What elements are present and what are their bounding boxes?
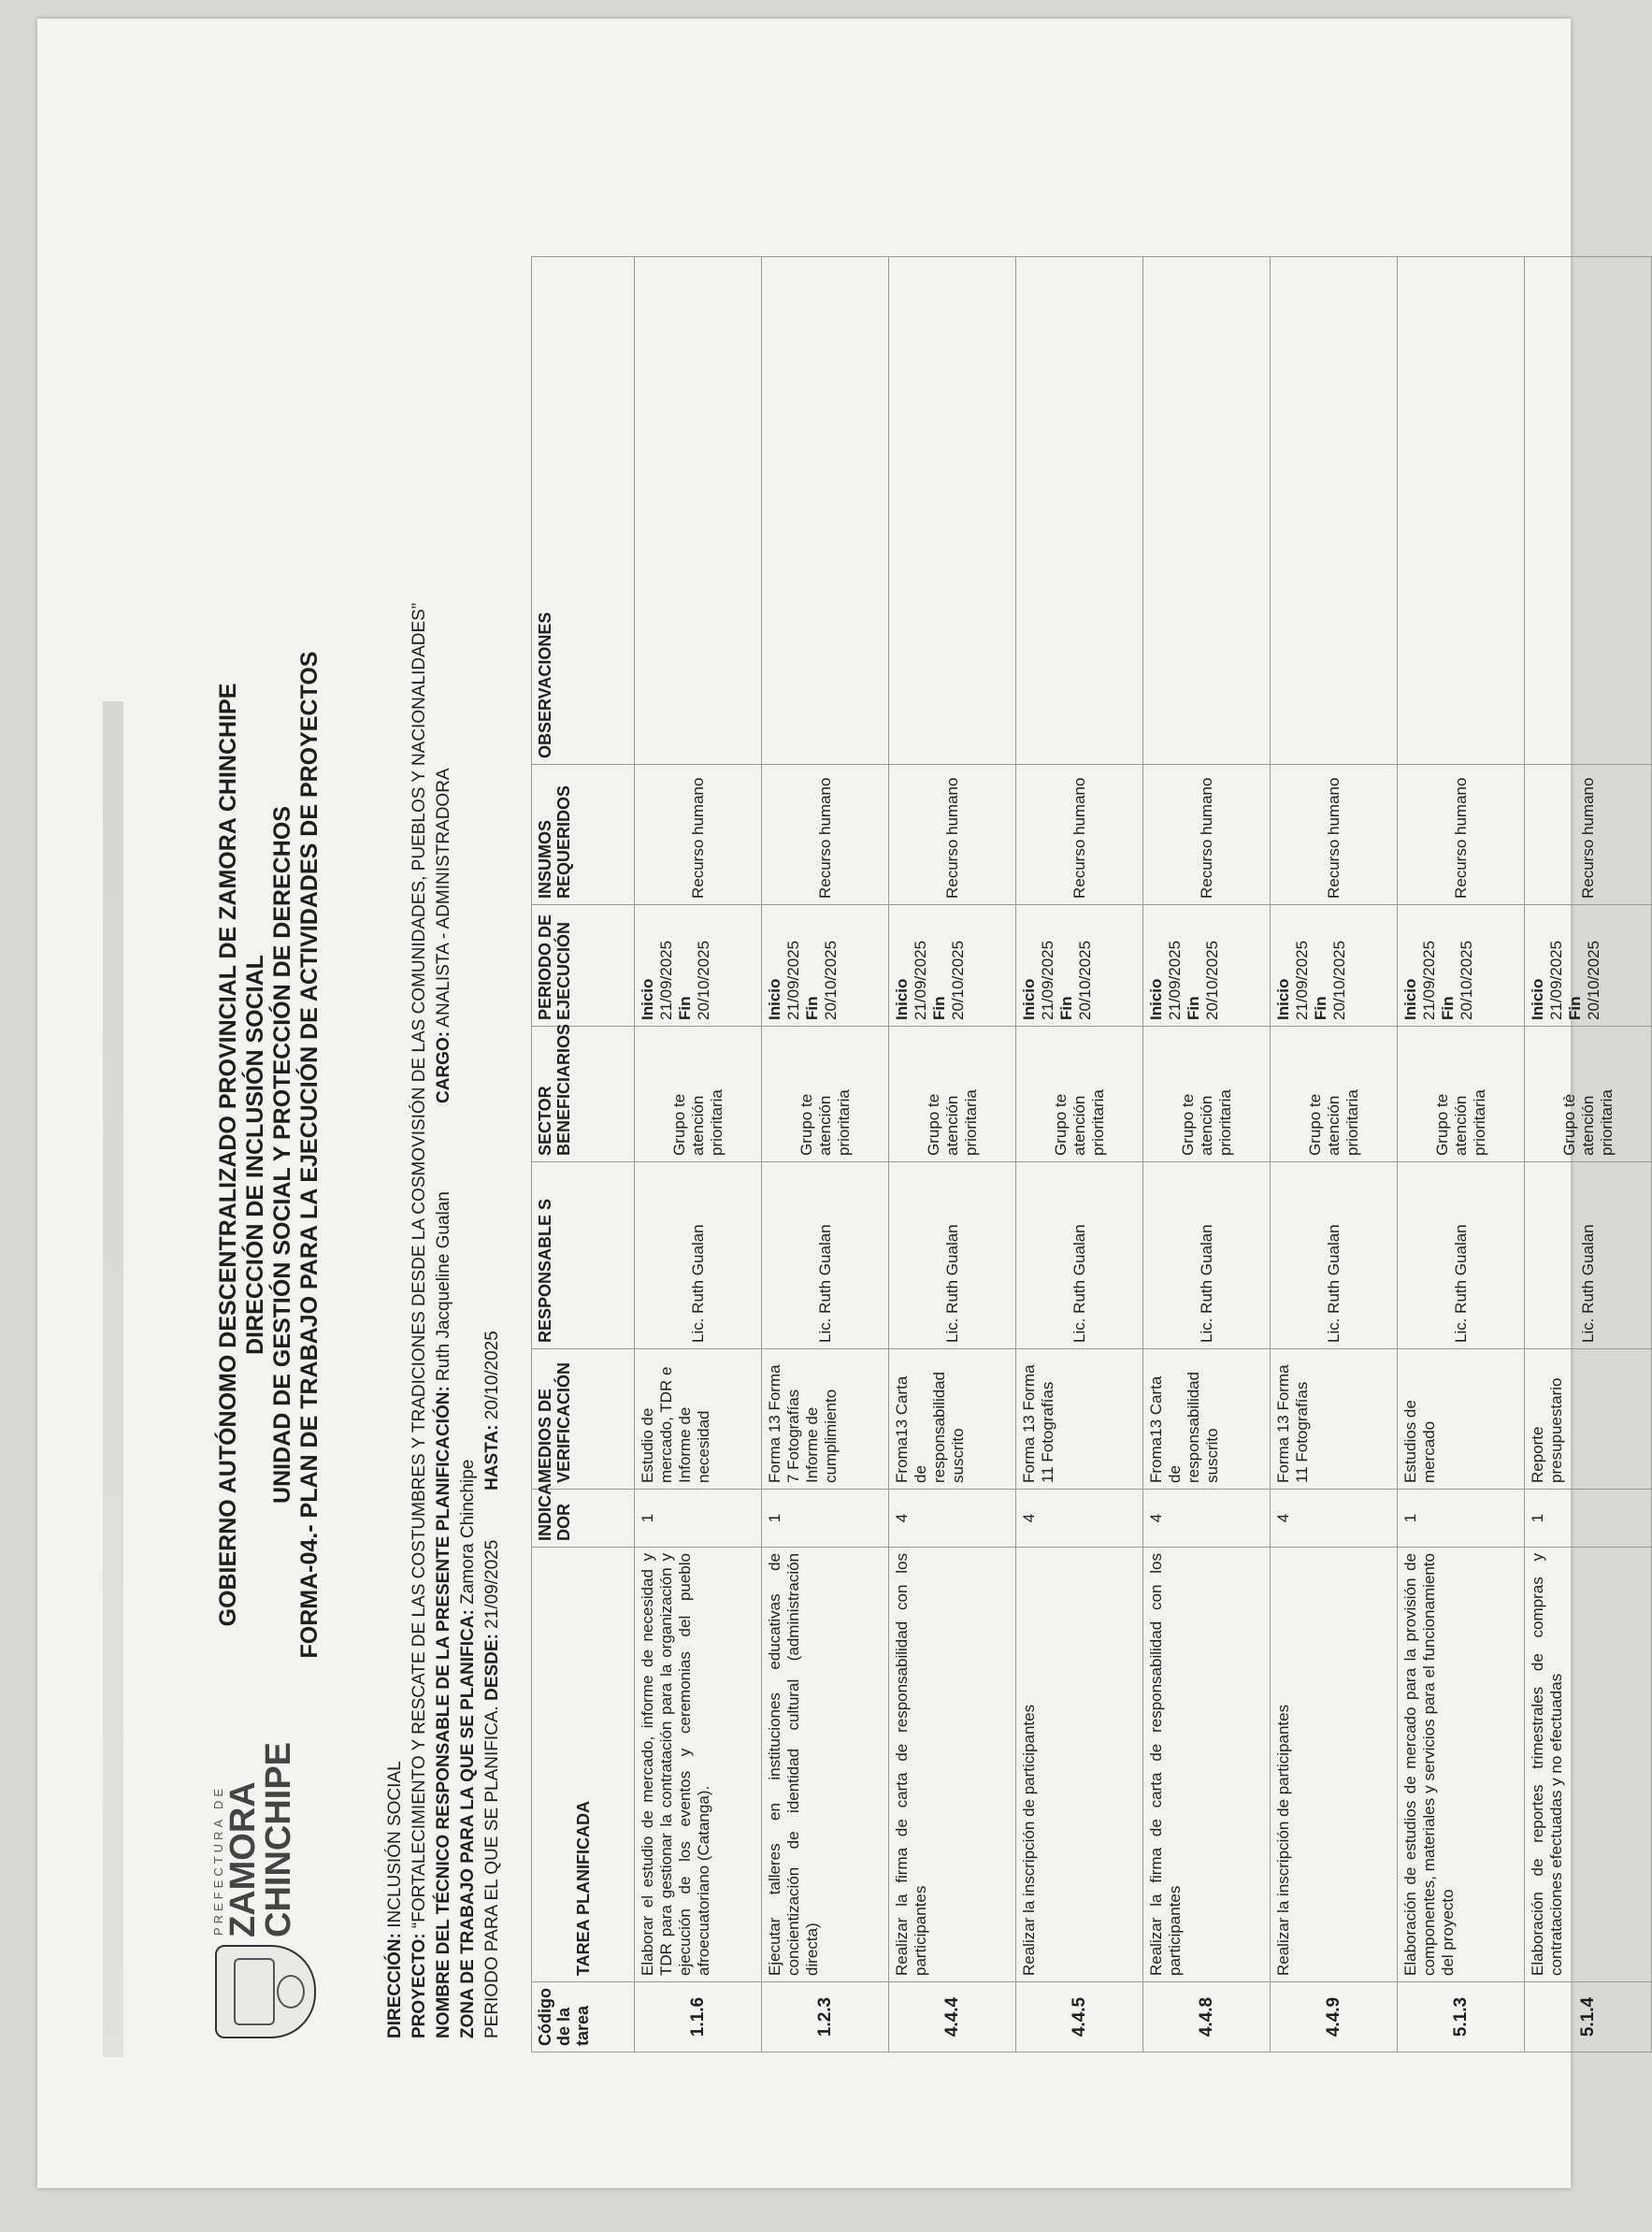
header-codigo: Código de la tarea	[532, 1982, 635, 2052]
cell-sector: Grupo te atención prioritaria	[889, 1027, 1016, 1162]
periodo-fin-label: Fin	[1185, 996, 1202, 1020]
scanner-shadow	[103, 701, 123, 2057]
cell-tarea: Elaborar el estudio de mercado, informe de necesidad y TDR para gestionar la contratación para la organización y ejecución de los eventos y ceremonias del pueblo afroecuatoriano (Catanga).	[635, 1548, 762, 1982]
periodo-inicio-label: Inicio	[766, 978, 783, 1020]
cargo-value: ANALISTA - ADMINISTRADORA	[434, 768, 453, 1028]
cell-observaciones	[1016, 257, 1143, 765]
cell-tarea: Elaboración de reportes trimestrales de compras y contrataciones efectuadas y no efectuadas	[1525, 1548, 1652, 1982]
cell-responsable: Lic. Ruth Gualan	[635, 1162, 762, 1349]
periodo-inicio-label: Inicio	[1401, 978, 1419, 1020]
periodo-fin-label: Fin	[930, 996, 948, 1020]
cell-indicador: 4	[889, 1490, 1016, 1548]
header-sector: SECTOR BENEFICIARIOS	[532, 1027, 635, 1162]
periodo-inicio: 21/09/2025	[1547, 940, 1565, 1020]
periodo-fin: 20/10/2025	[1203, 940, 1221, 1020]
header-insumos: INSUMOS REQUERIDOS	[532, 765, 635, 905]
cell-insumos: Recurso humano	[1271, 765, 1398, 905]
cell-insumos: Recurso humano	[1143, 765, 1271, 905]
scanned-page	[37, 19, 1616, 2188]
cell-observaciones	[1271, 257, 1398, 765]
table-row	[1398, 257, 1525, 2052]
cell-sector: Grupo te atención prioritaria	[635, 1027, 762, 1162]
periodo-inicio-label: Inicio	[1020, 978, 1038, 1020]
cell-tarea: Ejecutar talleres en instituciones educativas de concientización de identidad cultural (administración directa)	[762, 1548, 889, 1982]
cell-tarea: Elaboración de estudios de mercado para la provisión de componentes, materiales y servicios para el funcionamiento del proyecto	[1398, 1548, 1525, 1982]
periodo-inicio: 21/09/2025	[1293, 940, 1311, 1020]
periodo-inicio-label: Inicio	[1529, 978, 1546, 1020]
table-body	[635, 257, 1652, 2052]
meta-tecnico	[432, 206, 456, 2038]
desde-value: 21/09/2025	[482, 1539, 502, 1629]
cell-codigo: 5.1.3	[1398, 1982, 1525, 2052]
direccion-value: INCLUSIÓN SOCIAL	[385, 1761, 405, 1928]
table-row	[1016, 257, 1143, 2052]
hasta-label: HASTA:	[482, 1424, 502, 1490]
logo-zamora-text: ZAMORA	[223, 1781, 263, 1937]
cell-codigo: 1.1.6	[635, 1982, 762, 2052]
document-metadata	[383, 206, 505, 2038]
cell-periodo	[1016, 905, 1143, 1027]
cell-codigo: 4.4.8	[1143, 1982, 1271, 2052]
periodo-fin: 20/10/2025	[1585, 940, 1602, 1020]
periodo-fin: 20/10/2025	[1330, 940, 1348, 1020]
periodo-fin-label: Fin	[1566, 996, 1584, 1020]
cell-indicador: 1	[635, 1490, 762, 1548]
heading-forma: FORMA-04.- PLAN DE TRABAJO PARA LA EJECUCIÓN DE ACTIVIDADES DE PROYECTOS	[296, 651, 323, 1659]
meta-periodo	[481, 206, 505, 2038]
heading-gobierno: GOBIERNO AUTÓNOMO DESCENTRALIZADO PROVINCIAL DE ZAMORA CHINCHIPE	[215, 683, 241, 1627]
periodo-fin-label: Fin	[1439, 996, 1457, 1020]
logo-chinchipe-text: CHINCHIPE	[259, 1741, 298, 1937]
cell-medios: Forma 13 Forma 7 Fotografías Informe de cumplimiento	[762, 1349, 889, 1490]
cell-observaciones	[1143, 257, 1271, 765]
cell-observaciones	[762, 257, 889, 765]
hasta-value: 20/10/2025	[482, 1331, 502, 1420]
meta-proyecto	[408, 206, 432, 2038]
cell-observaciones	[635, 257, 762, 765]
cell-observaciones	[889, 257, 1016, 765]
proyecto-label: PROYECTO:	[409, 1933, 429, 2038]
cell-responsable: Lic. Ruth Gualan	[1525, 1162, 1652, 1349]
cell-indicador: 1	[762, 1490, 889, 1548]
cell-medios: Reporte presupuestario	[1525, 1349, 1652, 1490]
header-periodo: PERIODO DE EJECUCIÓN	[532, 905, 635, 1027]
cell-medios: Forma 13 Forma 11 Fotografías	[1016, 1349, 1143, 1490]
cell-periodo	[1525, 905, 1652, 1027]
table-row	[889, 257, 1016, 2052]
cell-observaciones	[1398, 257, 1525, 765]
cell-sector: Grupo te atención prioritaria	[1398, 1027, 1525, 1162]
cell-responsable: Lic. Ruth Gualan	[889, 1162, 1016, 1349]
cell-insumos: Recurso humano	[762, 765, 889, 905]
cell-tarea: Realizar la inscripción de participantes	[1016, 1548, 1143, 1982]
table-row	[635, 257, 762, 2052]
rotated-document	[206, 215, 1616, 2095]
periodo-inicio-label: Inicio	[639, 978, 656, 1020]
cell-sector: Grupo te atención prioritaria	[1271, 1027, 1398, 1162]
cell-periodo	[1398, 905, 1525, 1027]
header-medios: MEDIOS DE VERIFICACIÓN	[532, 1349, 635, 1490]
cell-tarea: Realizar la firma de carta de responsabilidad con los participantes	[889, 1548, 1016, 1982]
cell-responsable: Lic. Ruth Gualan	[1271, 1162, 1398, 1349]
cell-insumos: Recurso humano	[889, 765, 1016, 905]
plan-table	[531, 256, 1652, 2052]
cell-periodo	[1271, 905, 1398, 1027]
cell-indicador: 4	[1143, 1490, 1271, 1548]
cell-insumos: Recurso humano	[1525, 765, 1652, 905]
periodo-fin: 20/10/2025	[1458, 940, 1475, 1020]
cell-medios: Forma 13 Forma 11 Fotografías	[1271, 1349, 1398, 1490]
periodo-fin: 20/10/2025	[695, 940, 712, 1020]
cell-codigo: 4.4.9	[1271, 1982, 1398, 2052]
cell-codigo: 5.1.4	[1525, 1982, 1652, 2052]
periodo-inicio-label: Inicio	[893, 978, 911, 1020]
direccion-label: DIRECCIÓN:	[385, 1933, 405, 2038]
periodo-inicio: 21/09/2025	[912, 940, 929, 1020]
heading-direccion: DIRECCIÓN DE INCLUSIÓN SOCIAL	[242, 955, 268, 1355]
desde-label: DESDE:	[482, 1634, 502, 1701]
cell-responsable: Lic. Ruth Gualan	[1398, 1162, 1525, 1349]
cell-periodo	[889, 905, 1016, 1027]
periodo-fin-label: Fin	[1312, 996, 1329, 1020]
periodo-fin-label: Fin	[803, 996, 821, 1020]
periodo-fin: 20/10/2025	[1076, 940, 1094, 1020]
cell-responsable: Lic. Ruth Gualan	[762, 1162, 889, 1349]
cargo	[432, 768, 456, 1103]
header-observaciones: OBSERVACIONES	[532, 257, 635, 765]
cell-indicador: 1	[1398, 1490, 1525, 1548]
cell-responsable: Lic. Ruth Gualan	[1016, 1162, 1143, 1349]
zona-label: ZONA DE TRABAJO PARA LA QUE SE PLANIFICA:	[458, 1609, 478, 2038]
cell-sector: Grupo te atención prioritaria	[762, 1027, 889, 1162]
cell-observaciones	[1525, 257, 1652, 765]
periodo-inicio-label: Inicio	[1147, 978, 1165, 1020]
cell-indicador: 1	[1525, 1490, 1652, 1548]
cell-periodo	[635, 905, 762, 1027]
cell-medios: Estudios de mercado	[1398, 1349, 1525, 1490]
tecnico-value: Ruth Jacqueline Gualan	[434, 1191, 453, 1381]
table-row	[1271, 257, 1398, 2052]
cell-medios: Froma13 Carta de responsabilidad suscrito	[889, 1349, 1016, 1490]
cell-periodo	[762, 905, 889, 1027]
table-row	[1143, 257, 1271, 2052]
document-headings	[215, 215, 323, 2095]
cell-insumos: Recurso humano	[1398, 765, 1525, 905]
header-tarea: TAREA PLANIFICADA	[532, 1548, 635, 1982]
periodo-inicio: 21/09/2025	[784, 940, 802, 1020]
cell-sector: Grupo te atención prioritaria	[1143, 1027, 1271, 1162]
periodo-fin-label: Fin	[676, 996, 694, 1020]
table-header-row	[532, 257, 635, 2052]
periodo-inicio: 21/09/2025	[657, 940, 675, 1020]
header-responsables: RESPONSABLE S	[532, 1162, 635, 1349]
meta-direccion	[383, 206, 408, 2038]
heading-unidad: UNIDAD DE GESTIÓN SOCIAL Y PROTECCIÓN DE DERECHOS	[269, 806, 295, 1504]
periodo-fin: 20/10/2025	[822, 940, 840, 1020]
cell-sector: Grupo te atención prioritaria	[1016, 1027, 1143, 1162]
cell-medios: Estudio de mercado, TDR e Informe de necesidad	[635, 1349, 762, 1490]
cell-insumos: Recurso humano	[1016, 765, 1143, 905]
cell-sector: Grupo tè atención prioritaria	[1525, 1027, 1652, 1162]
zona-value: Zamora Chinchipe	[458, 1459, 478, 1605]
cell-indicador: 4	[1016, 1490, 1143, 1548]
periodo-fin: 20/10/2025	[949, 940, 967, 1020]
cell-tarea: Realizar la firma de carta de responsabilidad con los participantes	[1143, 1548, 1271, 1982]
periodo-inicio: 21/09/2025	[1166, 940, 1184, 1020]
cell-insumos: Recurso humano	[635, 765, 762, 905]
cell-tarea: Realizar la inscripción de participantes	[1271, 1548, 1398, 1982]
cargo-label: CARGO:	[434, 1030, 453, 1103]
periodo-inicio: 21/09/2025	[1039, 940, 1056, 1020]
cell-responsable: Lic. Ruth Gualan	[1143, 1162, 1271, 1349]
table-row	[762, 257, 889, 2052]
periodo-inicio-label: Inicio	[1274, 978, 1292, 1020]
periodo-label: PERIODO PARA EL QUE SE PLANIFICA.	[482, 1706, 502, 2038]
meta-zona	[456, 206, 481, 2038]
cell-codigo: 4.4.5	[1016, 1982, 1143, 2052]
cell-codigo: 4.4.4	[889, 1982, 1016, 2052]
cell-periodo	[1143, 905, 1271, 1027]
table-row	[1525, 257, 1652, 2052]
periodo-inicio: 21/09/2025	[1420, 940, 1438, 1020]
proyecto-value: “FORTALECIMIENTO Y RESCATE DE LAS COSTUMBRES Y TRADICIONES DESDE LA COSMOVISIÓN DE LAS COMUNIDADES, PUEBLOS Y NACIONALIDADES”	[409, 602, 429, 1929]
header-indicador: INDICA DOR	[532, 1490, 635, 1548]
tecnico-label: NOMBRE DEL TÉCNICO RESPONSABLE DE LA PRESENTE PLANIFICACIÓN:	[434, 1386, 453, 2038]
logo-prefectura-text: PREFECTURA DE	[211, 1784, 225, 1936]
cell-medios: Froma13 Carta de responsabilidad suscrito	[1143, 1349, 1271, 1490]
cell-codigo: 1.2.3	[762, 1982, 889, 2052]
cell-indicador: 4	[1271, 1490, 1398, 1548]
periodo-fin-label: Fin	[1057, 996, 1075, 1020]
